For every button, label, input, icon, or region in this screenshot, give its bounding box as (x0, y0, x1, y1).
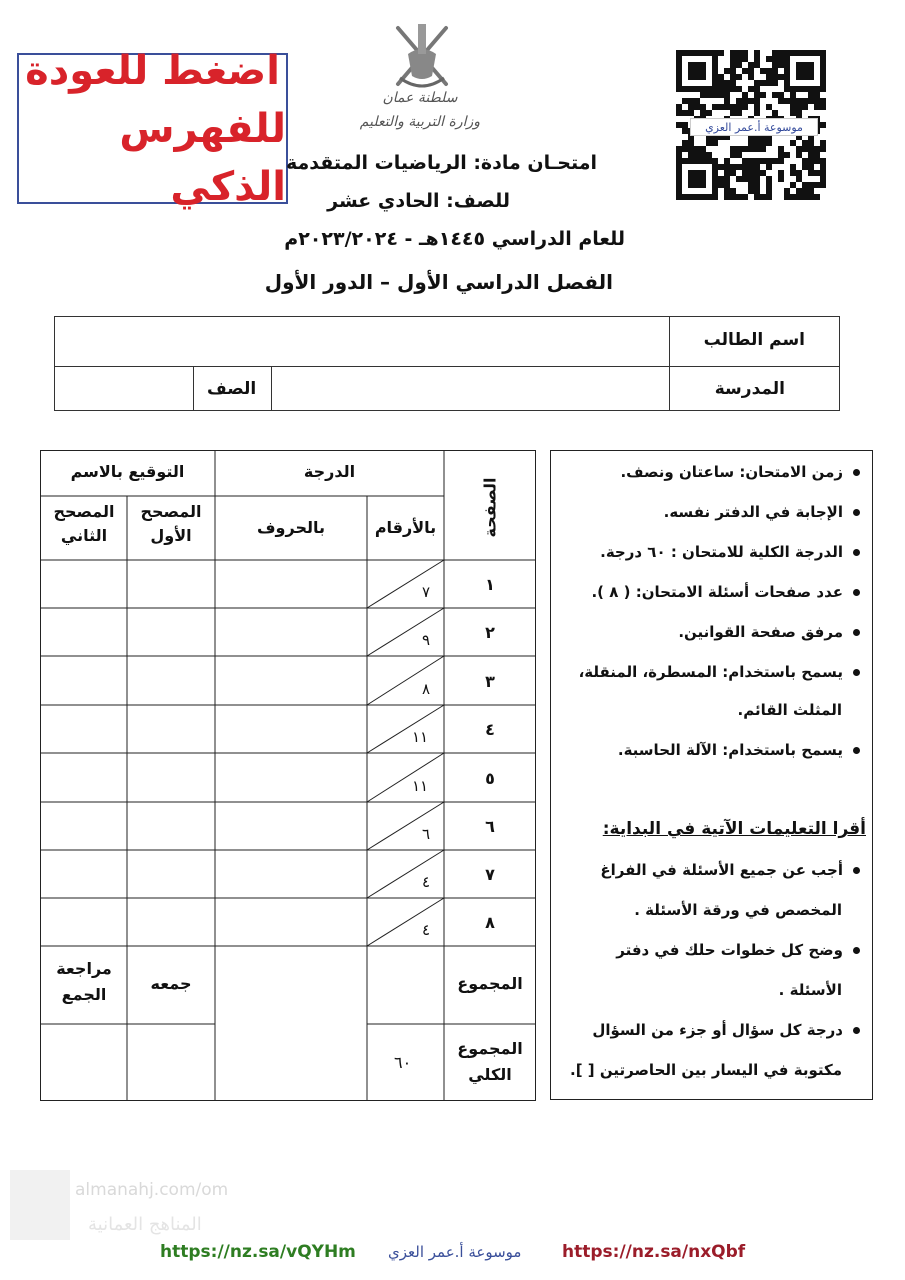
read-item-continued: المخصص في ورقة الأسئلة . (634, 901, 842, 919)
instruction-item: زمن الامتحان: ساعتان ونصف. (620, 463, 860, 481)
digits-column-header: بالأرقام (374, 518, 437, 537)
watermark-logo (10, 1170, 70, 1240)
emblem-text-1: سلطنة عمان (382, 90, 458, 106)
class-field[interactable] (55, 368, 192, 411)
exam-subject: امتحـان مادة: الرياضيات المتقدمة (285, 152, 597, 174)
total-label: المجموع (457, 974, 523, 993)
instruction-item: يسمح باستخدام: المسطرة، المنقلة، (579, 663, 860, 681)
max-score: ٤ (422, 873, 431, 891)
school-label: المدرسة (714, 379, 785, 399)
letters-column-header: بالحروف (256, 518, 326, 537)
page-number: ٤ (485, 720, 495, 739)
page-number: ٢ (485, 623, 495, 642)
exam-year: للعام الدراسي ١٤٤٥هـ - ٢٠٢٣/٢٠٢٤م (284, 228, 625, 250)
page-number: ٧ (485, 865, 495, 884)
max-score: ١١ (412, 728, 429, 746)
instruction-item: مرفق صفحة القوانين. (678, 623, 860, 641)
page-number: ١ (485, 575, 495, 594)
max-score: ٧ (422, 583, 431, 601)
page-column-header: الصفحة (480, 476, 500, 538)
reviewer-label: مراجعة الجمع (56, 959, 112, 1004)
student-name-field[interactable] (55, 317, 668, 366)
instructions-box (550, 450, 873, 1100)
student-name-label: اسم الطالب (703, 330, 805, 350)
read-item-continued: الأسئلة . (778, 981, 842, 999)
watermark-name: المناهج العمانية (88, 1214, 202, 1235)
grade-column-header: الدرجة (303, 462, 356, 481)
read-item: أجب عن جميع الأسئلة في الفراغ (600, 861, 860, 879)
instruction-item: عدد صفحات أسئلة الامتحان: ( ٨ ). (591, 583, 860, 601)
max-score: ٤ (422, 921, 431, 939)
read-item: وضح كل خطوات حلك في دفتر (616, 941, 860, 959)
school-field[interactable] (272, 368, 668, 411)
student-info-table (54, 316, 840, 411)
watermark-url: almanahj.com/om (75, 1180, 229, 1200)
exam-grade: للصف: الحادي عشر (327, 190, 510, 212)
emblem-text-2: وزارة التربية والتعليم (359, 114, 480, 130)
ministry-emblem (360, 18, 480, 148)
signature-column-header: التوقيع بالاسم (70, 462, 185, 481)
footer-author: موسوعة أ.عمر العزي (388, 1243, 522, 1261)
back-button-line1: اضغط للعودة (25, 47, 280, 94)
grade-table (40, 450, 536, 1101)
corrector1-column-header: المصحح الأول (140, 502, 202, 545)
back-to-index-button[interactable] (17, 47, 288, 210)
footer-link-1[interactable]: https://nz.sa/vQYHm (160, 1242, 356, 1262)
footer-link-2[interactable]: https://nz.sa/nxQbf (562, 1242, 746, 1262)
qr-label: موسوعة أ.عمر العزي (690, 118, 818, 136)
read-item: درجة كل سؤال أو جزء من السؤال (592, 1021, 860, 1039)
instruction-item-continued: المثلث القائم. (737, 701, 842, 719)
page-number: ٥ (485, 769, 495, 788)
page-number: ٨ (485, 913, 495, 932)
corrector2-column-header: المصحح الثاني (53, 502, 115, 545)
instruction-item: الإجابة في الدفتر نفسه. (664, 503, 860, 521)
read-instructions-heading: أقرا التعليمات الآتية في البداية: (602, 819, 866, 839)
collector-label: جمعه (150, 974, 192, 993)
instruction-item: الدرجة الكلية للامتحان : ٦٠ درجة. (600, 543, 860, 561)
back-button-line2: للفهرس الذكي (119, 105, 286, 210)
instruction-item: يسمح باستخدام: الآلة الحاسبة. (618, 741, 860, 759)
grand-total-label: المجموع الكلي (457, 1039, 523, 1084)
read-item-continued: مكتوبة في اليسار بين الحاصرتين [ ]. (570, 1061, 842, 1079)
grand-total-value: ٦٠ (394, 1053, 412, 1072)
max-score: ٩ (422, 631, 431, 649)
max-score: ٨ (422, 680, 431, 698)
max-score: ١١ (412, 777, 429, 795)
exam-term: الفصل الدراسي الأول – الدور الأول (264, 270, 613, 294)
page-number: ٦ (485, 817, 495, 836)
max-score: ٦ (422, 825, 431, 843)
class-label: الصف (207, 379, 257, 399)
page-number: ٣ (485, 672, 495, 691)
